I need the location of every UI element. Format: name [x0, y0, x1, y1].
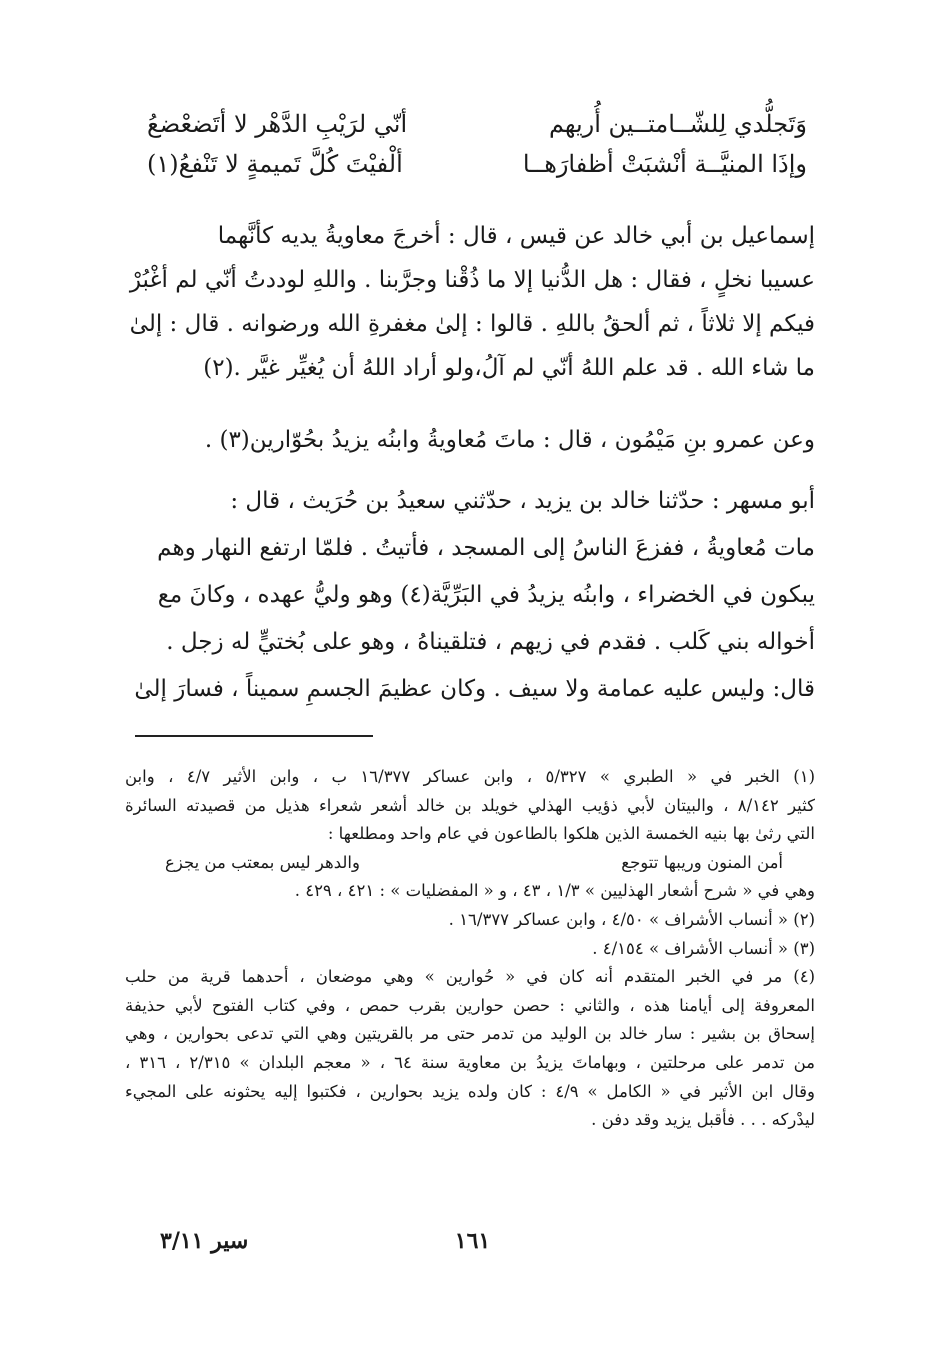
footnote-1-sources: وهي في « شرح أشعار الهذليين » ١/٣ ، ٤٣ ، و « المفضليات » : ٤٢١ ، ٤٢٩ .	[294, 881, 815, 901]
verse-2-first-hemistich: وإذَا المنيَّــة أنْشبَتْ أظفارَهــا	[522, 150, 807, 178]
verse-1-second-hemistich: أنّي لرَيْبِ الدَّهْر لا أتَضعْضعُ	[147, 110, 408, 138]
poem-verse-1	[147, 104, 807, 144]
text-line: فيكم إلا ثلاثاً ، ثم ألحقُ باللهِ . قالوا : إلىٰ مغفرةِ الله ورضوانه . قال : إلىٰ	[129, 311, 815, 337]
verse-2-second-hemistich: ألْفيْتَ كُلَّ تَميمةٍ لا تَنْفعُ(١)	[147, 150, 403, 178]
footnote-2: (٢) « أنساب الأشراف » ٤/٥٠ ، وابن عساكر ١٦/٣٧٧ .	[448, 909, 815, 929]
page-footer	[0, 1228, 945, 1268]
footnote-1-line: التي رثىٰ بها بنيه الخمسة الذين هلكوا بالطاعون في عام واحد ومطلعها :	[327, 824, 815, 844]
footnote-4-line: وقال ابن الأثير في « الكامل » ٤/٩ : كان ولده يزيد بحوارين ، فكتبوا إليه يحثونه على المجيء	[125, 1081, 815, 1101]
footnote-1-verse	[125, 849, 815, 878]
verse-1-first-hemistich: وَتَجلُّدي لِلشّــامتــين أُريهم	[548, 110, 807, 138]
footnote-4-line: إسحاق بن بشير : سار خالد بن الوليد من تدمر حتى مر بالقريتين وهي التي تدعى بحوارين ، وهي	[125, 1024, 815, 1044]
footnote-3: (٣) « أنساب الأشراف » ٤/١٥٤ .	[592, 938, 815, 958]
footnote-4-line: (٤) مر في الخبر المتقدم أنه كان في « حُوارين » وهي موضعان ، أحدهما قرية من حلب	[125, 967, 815, 987]
footnote-1-line: (١) الخبر في « الطبري » ٥/٣٢٧ ، وابن عساكر ١٦/٣٧٧ ب ، وابن الأثير ٤/٧ ، وابن	[125, 767, 815, 786]
text-line: عسيبا نخلٍ ، فقال : هل الدُّنيا إلا ما ذُقْنا وجرَّبنا . واللهِ لوددتُ أنّي لم أغْبُرْ	[129, 267, 815, 293]
paragraph-abu-mushir	[125, 478, 815, 713]
poem	[147, 104, 807, 184]
paragraph-amr	[125, 418, 815, 462]
page-number: ١٦١	[454, 1228, 491, 1254]
footnote-4-line: من تدمر على مرحلتين ، وبهاماتَ يزيدُ بن معاوية سنة ٦٤ ، « معجم البلدان » ٢/٣١٥ ، ٣١٦ ،	[125, 1052, 815, 1072]
footnote-separator	[135, 735, 373, 737]
text-line: مات مُعاويةُ ، ففزعَ الناسُ إلى المسجد ، فأتيتُ . فلمّا ارتفع النهار وهم	[157, 535, 815, 561]
text-line: أخواله بني كَلب . فقدم في زيهم ، فتلقيناهُ ، وهو على بُختيٍّ له زجل .	[166, 629, 815, 655]
text-line: يبكون في الخضراء ، وابنُه يزيدُ في البَرِّيَّة(٤) وهو وليُّ عهده ، وكانَ مع	[157, 582, 815, 608]
text-line: قال: وليس عليه عمامة ولا سيف . وكان عظيمَ الجسمِ سميناً ، فسارَ إلىٰ	[134, 676, 815, 702]
footnote-verse-first: أمن المنون وريبها تتوجع	[621, 852, 783, 872]
text-line: إسماعيل بن أبي خالد عن قيس ، قال : أخرجَ معاويةُ يديه كأنَّهما	[217, 223, 815, 249]
text-line: أبو مسهر : حدّثنا خالد بن يزيد ، حدّثني سعيدُ بن حُرَيث ، قال :	[230, 488, 815, 514]
footnotes	[125, 763, 815, 1135]
footnote-1-line: كثير ٨/١٤٢ ، والبيتان لأبي ذؤيب الهذلي خويلد بن خالد أشعر شعراء هذيل من قصيدته السائرة	[125, 795, 815, 815]
text-line: ما شاء الله . قد علم اللهُ أنّي لم آلُ،ولو أراد اللهُ أن يُغيِّر غيَّر .(٢)	[203, 355, 815, 381]
signature-mark: سير ٣/١١	[160, 1228, 249, 1254]
paragraph-ismail	[125, 214, 815, 390]
footnote-verse-second: والدهر ليس بمعتب من يجزع	[165, 852, 360, 872]
footnote-4-line: المعروفة إلى أيامنا هذه ، والثاني : حصن حوارين بقرب حمص ، وفي كتاب الفتوح لأبي حذيفة	[125, 995, 815, 1015]
poem-verse-2	[147, 144, 807, 184]
footnote-4-line: ليدْركه . . . فأقبل يزيد وقد دفن .	[591, 1110, 815, 1130]
text-line: وعن عمرو بنِ مَيْمُون ، قال : ماتَ مُعاويةُ وابنُه يزيدُ بحُوّارين(٣) .	[204, 427, 815, 453]
